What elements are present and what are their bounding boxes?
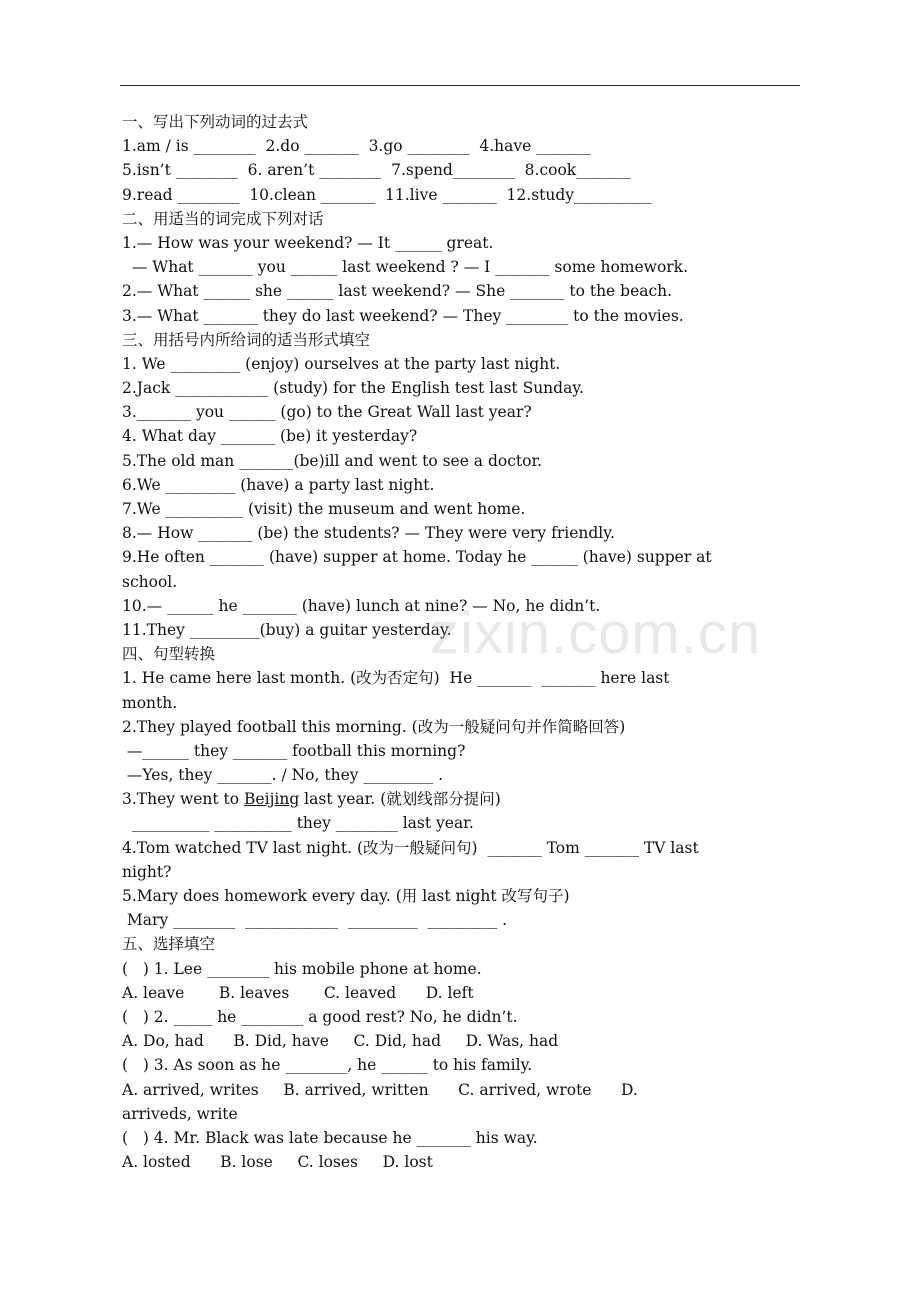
section-5-q3-options-cont: arriveds, write	[122, 1104, 238, 1123]
section-2-q1-cont: — What _______ you ______ last weekend ? — I _______ some homework.	[122, 258, 688, 277]
section-3-q8: 8.— How _______ (be) the students? — They were very friendly.	[122, 524, 615, 543]
section-3-q9-cont: school.	[122, 572, 178, 591]
section-5-q1-options: A. leave B. leaves C. leaved D. left	[122, 983, 474, 1002]
section-4-q1-cont: month.	[122, 693, 178, 712]
section-3-q2: 2.Jack ____________ (study) for the English test last Sunday.	[122, 379, 584, 398]
section-4-q4: 4.Tom watched TV last night. (改为一般疑问句) _______ Tom _______ TV last	[122, 838, 699, 857]
section-4-q2-answer-1: —______ they _______ football this morning?	[122, 741, 466, 760]
section-1-row-1: 1.am / is ________ 2.do _______ 3.go ________ 4.have _______	[122, 137, 591, 156]
section-5-q4: ( ) 4. Mr. Black was late because he _______ his way.	[122, 1128, 538, 1147]
section-2-q2: 2.— What ______ she ______ last weekend? — She _______ to the beach.	[122, 282, 673, 301]
section-5-q2-options: A. Do, had B. Did, have C. Did, had D. Was, had	[122, 1032, 559, 1051]
section-4-q3-answer: __________ __________ they ________ last year.	[122, 814, 474, 833]
section-2-heading: 二、用适当的词完成下列对话	[122, 209, 324, 228]
watermark-text: zixin.com.cn	[430, 601, 762, 666]
section-5-q2: ( ) 2. _____ he ________ a good rest? No, he didn’t.	[122, 1007, 518, 1026]
section-5-heading: 五、选择填空	[122, 935, 216, 954]
section-3-q10: 10.— ______ he _______ (have) lunch at nine? — No, he didn’t.	[122, 596, 601, 615]
section-3-q7: 7.We __________ (visit) the museum and went home.	[122, 500, 526, 518]
section-3-q5: 5.The old man _______(be)ill and went to see a doctor.	[122, 451, 543, 470]
section-1-row-2: 5.isn’t ________ 6. aren’t ________ 7.spend________ 8.cook_______	[122, 161, 631, 180]
section-3-q4: 4. What day _______ (be) it yesterday?	[122, 427, 418, 446]
section-3-q11: 11.They _________(buy) a guitar yesterday.	[122, 620, 452, 639]
section-3-q6: 6.We _________ (have) a party last night.	[122, 475, 435, 494]
section-2-q1: 1.— How was your weekend? — It ______ great.	[122, 233, 494, 252]
section-4-q4-cont: night?	[122, 862, 172, 881]
section-4-q2-answer-2: —Yes, they _______. / No, they _________ .	[122, 766, 444, 785]
section-3-q1: 1. We _________ (enjoy) ourselves at the party last night.	[122, 354, 561, 373]
header-rule	[120, 85, 800, 86]
section-4-q2: 2.They played football this morning. (改为一般疑问句并作简略回答)	[122, 717, 626, 736]
section-3-heading: 三、用括号内所给词的适当形式填空	[122, 330, 371, 349]
section-4-q5: 5.Mary does homework every day. (用 last night 改写句子)	[122, 887, 570, 905]
section-5-q4-options: A. losted B. lose C. loses D. lost	[122, 1153, 433, 1172]
section-4-q5-answer: Mary ________ ____________ _________ _________ .	[122, 911, 508, 930]
section-2-q3: 3.— What _______ they do last weekend? — They ________ to the movies.	[122, 306, 684, 325]
section-3-q9: 9.He often _______ (have) supper at home. Today he ______ (have) supper at	[122, 548, 712, 567]
section-3-q3: 3._______ you ______ (go) to the Great Wall last year?	[122, 403, 532, 422]
section-4-q3: 3.They went to Beijing last year. (就划线部分提问)	[122, 790, 501, 809]
section-5-q3: ( ) 3. As soon as he ________, he ______ to his family.	[122, 1056, 533, 1075]
section-1-row-3: 9.read ________ 10.clean _______ 11.live _______ 12.study__________	[122, 185, 652, 204]
section-1-heading: 一、写出下列动词的过去式	[122, 113, 309, 131]
section-5-q3-options: A. arrived, writes B. arrived, written C. arrived, wrote D.	[122, 1080, 638, 1099]
section-4-heading: 四、句型转换	[122, 645, 216, 664]
section-5-q1: ( ) 1. Lee ________ his mobile phone at home.	[122, 959, 482, 978]
section-4-q1: 1. He came here last month. (改为否定句) He _______ _______ here last	[122, 669, 670, 688]
